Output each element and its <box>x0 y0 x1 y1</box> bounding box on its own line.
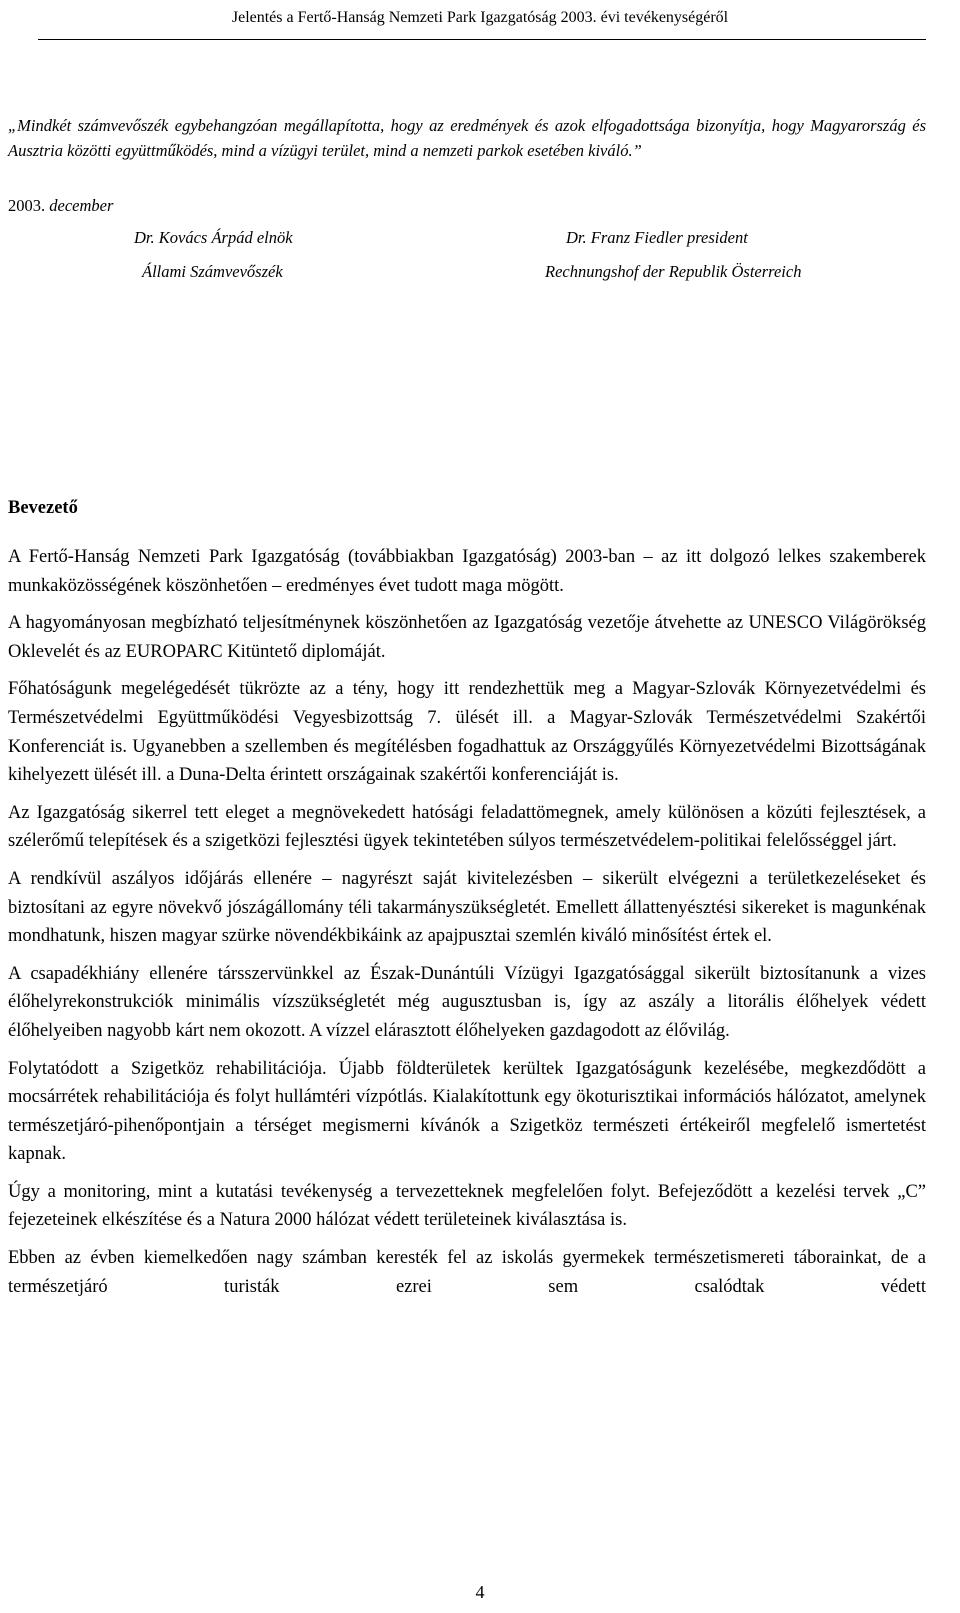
signature-left-title: Dr. Kovács Árpád elnök <box>134 228 293 247</box>
page-number: 4 <box>475 1582 485 1602</box>
paragraph: Ebben az évben kiemelkedően nagy számban keresték fel az iskolás gyermekek természetismereti táborainkat, de a természetjáró turisták ezrei sem csalódtak védett <box>8 1248 926 1297</box>
page-header: Jelentés a Fertő-Hanság Nemzeti Park Igazgatóság 2003. évi tevékenységéről <box>231 9 729 26</box>
paragraph: Főhatóságunk megelégedését tükrözte az a tény, hogy itt rendezhettük meg a Magyar-Szlovák Környezetvédelmi és Természetvédelmi Együttműködési Vegyesbizottság 7. ülését ill. a Magyar-Szlovák Természetvédelmi Szakértői Konferenciát is. Ugyanebben a szellemben és megítélésben fogadhattuk az Országgyűlés Környezetvédelmi Bizottságának kihelyezett ülését ill. a Duna-Delta érintett országainak szakértői konferenciáját is. <box>8 679 926 786</box>
paragraph: A hagyományosan megbízható teljesítménynek köszönhetően az Igazgatóság vezetője átvehette az UNESCO Világörökség Oklevelét és az EUROPARC Kitüntető diplomáját. <box>8 613 926 662</box>
signature-left-org: Állami Számvevőszék <box>142 262 283 281</box>
quote-date-year: 2003. <box>8 196 46 215</box>
quote-date <box>8 195 113 217</box>
header-rule <box>38 39 926 40</box>
paragraph: A Fertő-Hanság Nemzeti Park Igazgatóság (továbbiakban Igazgatóság) 2003-ban – az itt dolgozó lelkes szakemberek munkaközösségének köszönhetően – eredményes évet tudott maga mögött. <box>8 547 926 596</box>
paragraph: A rendkívül aszályos időjárás ellenére – nagyrészt saját kivitelezésben – sikerült elvégezni a területkezeléseket és biztosítani az egyre növekvő jószágállomány téli takarmányszükségletét. Emellett állattenyésztési sikereket is magunkénak mondhatunk, hiszen magyar szürke növendékbikáink az apajpusztai szemlén kiváló minősítést értek el. <box>8 868 926 947</box>
section-body <box>8 543 926 1310</box>
auditors-quote: „Mindkét számvevőszék egybehangzóan megállapította, hogy az eredmények és azok elfogadottsága bizonyítja, hogy Magyarország és Ausztria közötti együttműködés, mind a vízügyi terület, mind a nemzeti parkok esetében kiváló.” <box>8 116 926 160</box>
section-heading: Bevezető <box>8 498 78 518</box>
paragraph: Az Igazgatóság sikerrel tett eleget a megnövekedett hatósági feladattömegnek, amely különösen a közúti fejlesztések, a szélerőmű telepítések és a szigetközi fejlesztési ügyek tekintetében súlyos természetvédelem-politikai felelősséggel járt. <box>8 802 926 852</box>
signature-right-org: Rechnungshof der Republik Österreich <box>545 262 802 281</box>
paragraph: A csapadékhiány ellenére társszervünkkel az Észak-Dunántúli Vízügyi Igazgatósággal sikerült biztosítanunk a vizes élőhelyrekonstrukciók minimális vízszükségletét még augusztusban is, így az aszály a litorális élőhelyek védett élőhelyeiben nagyobb kárt nem okozott. A vízzel elárasztott élőhelyeken gazdagodott az élővilág. <box>8 963 926 1041</box>
paragraph: Folytatódott a Szigetköz rehabilitációja. Újabb földterületek kerültek Igazgatóságunk kezelésébe, megkezdődött a mocsárrétek rehabilitációja és folyt hullámtéri vízpótlás. Kialakítottunk egy ökoturisztikai információs hálózatot, amelynek természetjáró-pihenőpontjain a térséget megismerni kívánók a Szigetköz természeti értékeiről megfelelő ismertetést kapnak. <box>8 1058 926 1165</box>
paragraph: Úgy a monitoring, mint a kutatási tevékenység a tervezetteknek megfelelően folyt. Befejeződött a kezelési tervek „C” fejezeteinek elkészítése és a Natura 2000 hálózat védett területeinek kiválasztása is. <box>8 1181 926 1231</box>
signature-right-title: Dr. Franz Fiedler president <box>566 228 748 247</box>
quote-date-month: december <box>45 196 114 215</box>
